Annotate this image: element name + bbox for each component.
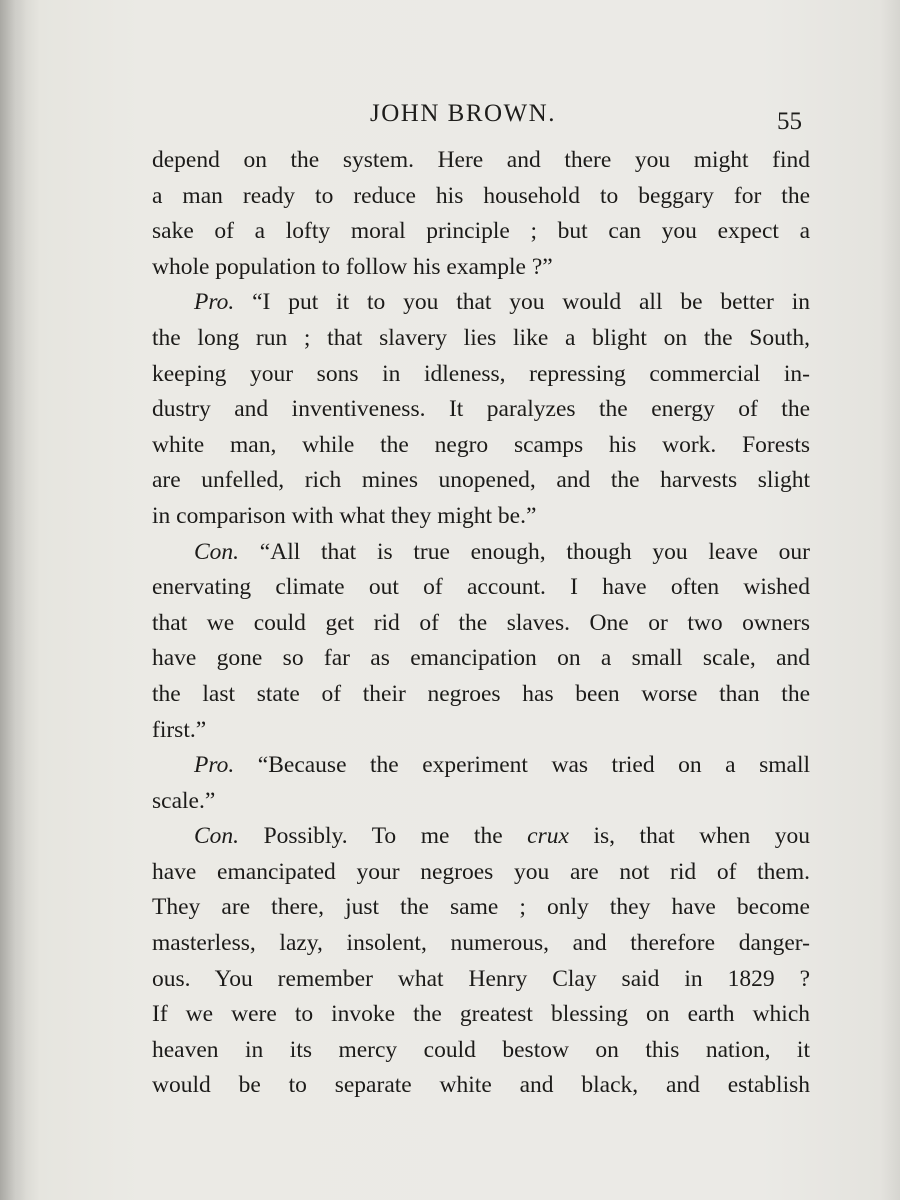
line-text: “I put it to you that you would all be better in [234,289,810,316]
text-line [152,890,810,926]
text-line [152,1068,810,1104]
line-text: sake of a lofty moral principle ; but can you expect a [152,218,810,245]
text-line [152,819,810,855]
text-line [152,784,810,820]
line-text: in comparison with what they might be.” [152,502,537,529]
line-text: whole population to follow his example ?” [152,253,553,280]
speaker-label: Con. [194,538,240,565]
italic-word: crux [527,823,569,850]
text-line [152,997,810,1033]
text-line [152,1033,810,1069]
line-text: scale.” [152,787,216,814]
line-text: They are there, just the same ; only they have become [152,894,810,921]
line-text: have emancipated your negroes you are not rid of them. [152,858,810,885]
book-gutter [0,0,26,1200]
text-line [152,641,810,677]
text-line [152,214,810,250]
text-line [152,677,810,713]
speaker-label: Con. [194,823,240,850]
text-line [152,321,810,357]
speaker-label: Pro. [194,289,235,316]
line-text: the last state of their negroes has been worse than the [152,680,810,707]
line-text: heaven in its mercy could bestow on this nation, it [152,1036,810,1063]
text-line [152,855,810,891]
text-line [152,499,810,535]
page-number: 55 [777,108,802,135]
line-text: dustry and inventiveness. It paralyzes the energy of the [152,396,810,423]
text-line [152,606,810,642]
text-line [152,285,810,321]
line-text: If we were to invoke the greatest blessing on earth which [152,1001,810,1028]
running-head: JOHN BROWN. [370,100,556,127]
line-text: are unfelled, rich mines unopened, and the harvests slight [152,467,810,494]
text-line [152,143,810,179]
line-text: that we could get rid of the slaves. One or two owners [152,609,810,636]
text-line [152,713,810,749]
text-line [152,748,810,784]
line-text: is, that when you [568,823,810,850]
text-line [152,428,810,464]
speaker-label: Pro. [194,752,235,779]
text-line [152,570,810,606]
line-text: keeping your sons in idleness, repressing commercial in- [152,360,810,387]
line-text: a man ready to reduce his household to beggary for the [152,182,810,209]
text-line [152,179,810,215]
line-text: Possibly. To me the [239,823,528,850]
line-text: have gone so far as emancipation on a small scale, and [152,645,810,672]
text-line [152,926,810,962]
text-line [152,463,810,499]
line-text: masterless, lazy, insolent, numerous, and therefore danger- [152,930,810,957]
line-text: “All that is true enough, though you leave our [239,538,810,565]
line-text: first.” [152,716,207,743]
text-line [152,962,810,998]
text-line [152,357,810,393]
line-text: ous. You remember what Henry Clay said in 1829 ? [152,965,810,992]
line-text: enervating climate out of account. I have often wished [152,574,810,601]
line-text: “Because the experiment was tried on a small [234,752,810,779]
line-text: would be to separate white and black, and establish [152,1072,810,1099]
text-line [152,392,810,428]
text-line [152,250,810,286]
text-line [152,535,810,571]
body-text [152,143,810,1104]
line-text: depend on the system. Here and there you might find [152,147,810,173]
line-text: the long run ; that slavery lies like a blight on the South, [152,324,810,351]
line-text: white man, while the negro scamps his work. Forests [152,431,810,458]
